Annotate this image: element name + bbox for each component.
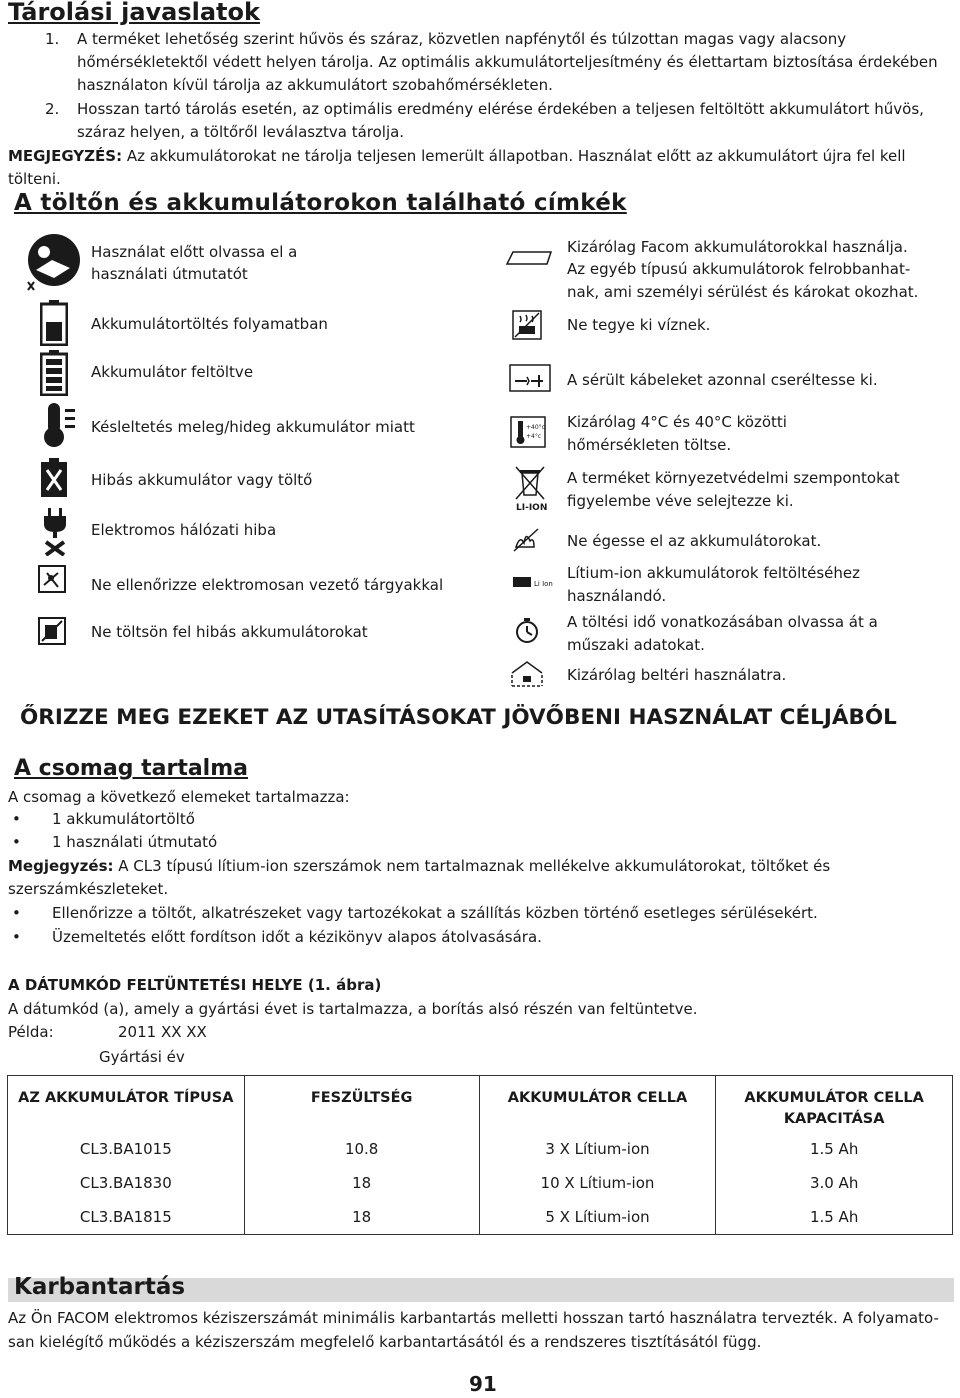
datecode-text: A dátumkód (a), amely a gyártási évet is tartalmazza, a borítás alsó részén van feltüntetve. bbox=[8, 1000, 698, 1018]
label-temperature-range-line1: Kizárólag 4°C és 40°C közötti bbox=[567, 413, 787, 431]
table-header-type: AZ AKKUMULÁTOR TÍPUSA bbox=[8, 1076, 245, 1133]
label-timer-line2: műszaki adatokat. bbox=[567, 636, 705, 654]
table-cell: 10.8 bbox=[244, 1132, 479, 1166]
table-cell: CL3.BA1815 bbox=[8, 1200, 245, 1235]
label-facom-line3: nak, ami személyi sérülést és károkat okozhat. bbox=[567, 283, 919, 301]
battery-charging-icon bbox=[40, 300, 68, 346]
temperature-max-text: +40°c bbox=[526, 424, 545, 431]
facom-battery-icon bbox=[505, 248, 555, 268]
temperature-min-text: +4°c bbox=[526, 433, 542, 440]
label-crossed-bin-line1: A terméket környezetvédelmi szempontokat bbox=[567, 469, 900, 487]
label-indoor-use: Kizárólag beltéri használatra. bbox=[567, 666, 787, 684]
battery-full-icon bbox=[40, 350, 68, 396]
table-cell: CL3.BA1015 bbox=[8, 1132, 245, 1166]
read-manual-icon bbox=[22, 230, 84, 294]
table-row bbox=[8, 1166, 953, 1200]
package-item-manual: 1 használati útmutató bbox=[52, 833, 218, 851]
table-header-capacity: AKKUMULÁTOR CELLA KAPACITÁSA bbox=[716, 1076, 953, 1133]
storage-note-line2: tölteni. bbox=[8, 170, 61, 188]
power-fault-icon bbox=[40, 508, 70, 556]
datecode-example-value: 2011 XX XX bbox=[118, 1023, 207, 1041]
table-cell: 3 X Lítium-ion bbox=[479, 1132, 716, 1166]
label-temperature-range-line2: hőmérsékleten töltse. bbox=[567, 436, 732, 454]
label-li-ion-line1: Lítium-ion akkumulátorok feltöltéséhez bbox=[567, 564, 861, 582]
crossed-bin-icon bbox=[513, 465, 549, 513]
table-cell: 1.5 Ah bbox=[716, 1132, 953, 1166]
table-cell: 18 bbox=[244, 1166, 479, 1200]
label-no-conductive-probe: Ne ellenőrizze elektromosan vezető tárgyakkal bbox=[91, 576, 444, 594]
label-no-burn: Ne égesse el az akkumulátorokat. bbox=[567, 532, 822, 550]
table-row bbox=[8, 1200, 953, 1235]
label-no-charge-damaged: Ne töltsön fel hibás akkumulátorokat bbox=[91, 623, 368, 641]
table-row bbox=[8, 1132, 953, 1166]
label-thermometer-delay: Késleltetés meleg/hideg akkumulátor miatt bbox=[91, 418, 415, 436]
bullet-icon: • bbox=[12, 810, 21, 828]
datecode-year-label: Gyártási év bbox=[99, 1048, 185, 1066]
storage-item2-line1: Hosszan tartó tárolás esetén, az optimális eredmény elérése érdekében a teljesen feltöltött akkumulátort hűvös, bbox=[77, 100, 924, 118]
label-faulty-battery: Hibás akkumulátor vagy töltő bbox=[91, 471, 313, 489]
li-ion-tag: Li Ion bbox=[534, 580, 553, 588]
package-intro: A csomag a következő elemeket tartalmazza: bbox=[8, 788, 350, 806]
package-item-charger: 1 akkumulátortöltő bbox=[52, 810, 195, 828]
bullet-icon: • bbox=[12, 904, 21, 922]
bullet-icon: • bbox=[12, 833, 21, 851]
package-title: A csomag tartalma bbox=[14, 756, 248, 781]
label-battery-full: Akkumulátor feltöltve bbox=[91, 363, 254, 381]
table-cell: 5 X Lítium-ion bbox=[479, 1200, 716, 1235]
table-cell: 1.5 Ah bbox=[716, 1200, 953, 1235]
li-ion-icon bbox=[512, 574, 554, 590]
package-bullet-read: Üzemeltetés előtt fordítson időt a kézikönyv alapos átolvasására. bbox=[52, 928, 542, 946]
storage-item2-line2: száraz helyen, a töltőről leválasztva tárolja. bbox=[77, 123, 405, 141]
datecode-example-label: Példa: bbox=[8, 1023, 54, 1041]
table-header-cell: AKKUMULÁTOR CELLA bbox=[479, 1076, 716, 1133]
package-note-line1 bbox=[8, 855, 830, 877]
label-crossed-bin-line2: figyelembe véve selejtezze ki. bbox=[567, 492, 794, 510]
label-facom-line1: Kizárólag Facom akkumulátorokkal használja. bbox=[567, 238, 908, 256]
thermometer-delay-icon bbox=[40, 403, 80, 447]
maintenance-title: Karbantartás bbox=[14, 1274, 186, 1300]
label-battery-charging: Akkumulátortöltés folyamatban bbox=[91, 315, 328, 333]
storage-item1-line2: hőmérsékletektől védett helyen tárolja. Az optimális akkumulátorteljesítmény és élettartam biztosítása érdekében bbox=[77, 53, 938, 71]
storage-note-label: MEGJEGYZÉS: bbox=[8, 147, 123, 165]
indoor-use-icon bbox=[510, 660, 544, 688]
label-read-manual-line1: Használat előtt olvassa el a bbox=[91, 243, 298, 261]
datecode-title: A DÁTUMKÓD FELTÜNTETÉSI HELYE (1. ábra) bbox=[8, 976, 382, 994]
bullet-icon: • bbox=[12, 928, 21, 946]
storage-item1-line1: A terméket lehetőség szerint hűvös és száraz, közvetlen napfénytől és túlzottan magas vagy alacsony bbox=[77, 30, 847, 48]
package-note-text: A CL3 típusú lítium-ion szerszámok nem tartalmaznak mellékelve akkumulátorokat, töltőket és bbox=[118, 857, 831, 875]
label-read-manual-line2: használati útmutatót bbox=[91, 265, 248, 283]
no-burn-icon bbox=[512, 527, 540, 553]
label-power-fault: Elektromos hálózati hiba bbox=[91, 521, 277, 539]
page-number: 91 bbox=[469, 1372, 497, 1396]
no-water-icon bbox=[512, 310, 542, 340]
label-damaged-cable: A sérült kábeleket azonnal cseréltesse ki. bbox=[567, 371, 878, 389]
table-cell: 10 X Lítium-ion bbox=[479, 1166, 716, 1200]
package-bullet-inspect: Ellenőrizze a töltőt, alkatrészeket vagy tartozékokat a szállítás közben történő esetleges sérülésekért. bbox=[52, 904, 818, 922]
temperature-range-icon bbox=[510, 416, 546, 448]
storage-item1-line3: használaton kívül tárolja az akkumulátort szobahőmérsékleten. bbox=[77, 76, 553, 94]
label-li-ion-line2: használandó. bbox=[567, 587, 667, 605]
table-header-voltage: FESZÜLTSÉG bbox=[244, 1076, 479, 1133]
table-cell: 3.0 Ah bbox=[716, 1166, 953, 1200]
maintenance-title-bar bbox=[8, 1274, 954, 1302]
maintenance-line2: san kielégítő működés a kéziszerszám megfelelő karbantartásától és a rendszeres tisztításától függ. bbox=[8, 1333, 762, 1351]
no-conductive-probe-icon bbox=[38, 565, 66, 593]
table-header-row bbox=[8, 1076, 953, 1133]
keep-instructions-notice: ŐRIZZE MEG EZEKET AZ UTASÍTÁSOKAT JÖVŐBENI HASZNÁLAT CÉLJÁBÓL bbox=[20, 705, 897, 730]
label-no-water: Ne tegye ki víznek. bbox=[567, 316, 711, 334]
package-note-line2: szerszámkészleteket. bbox=[8, 880, 169, 898]
timer-icon bbox=[514, 618, 540, 644]
package-note-label: Megjegyzés: bbox=[8, 857, 114, 875]
table-cell: 18 bbox=[244, 1200, 479, 1235]
faulty-battery-icon bbox=[40, 458, 68, 498]
damaged-cable-icon bbox=[509, 363, 551, 393]
battery-table bbox=[7, 1075, 953, 1235]
table-cell: CL3.BA1830 bbox=[8, 1166, 245, 1200]
no-charge-damaged-icon bbox=[38, 617, 66, 645]
label-facom-line2: Az egyéb típusú akkumulátorok felrobbanhat- bbox=[567, 260, 911, 278]
labels-section-title: A töltőn és akkumulátorokon található címkék bbox=[14, 190, 627, 216]
label-timer-line1: A töltési idő vonatkozásában olvassa át a bbox=[567, 613, 878, 631]
storage-item2-number: 2. bbox=[45, 100, 60, 118]
storage-title: Tárolási javaslatok bbox=[8, 0, 260, 26]
storage-note-line1 bbox=[8, 145, 906, 167]
maintenance-line1: Az Ön FACOM elektromos kéziszerszámát minimális karbantartás melletti hosszan tartó használatra tervezték. A folyamato- bbox=[8, 1309, 939, 1327]
storage-note-text: Az akkumulátorokat ne tárolja teljesen lemerült állapotban. Használat előtt az akkumulátort újra fel kell bbox=[126, 147, 906, 165]
storage-item1-number: 1. bbox=[45, 30, 60, 48]
bin-li-ion-tag: LI-ION bbox=[516, 503, 548, 513]
